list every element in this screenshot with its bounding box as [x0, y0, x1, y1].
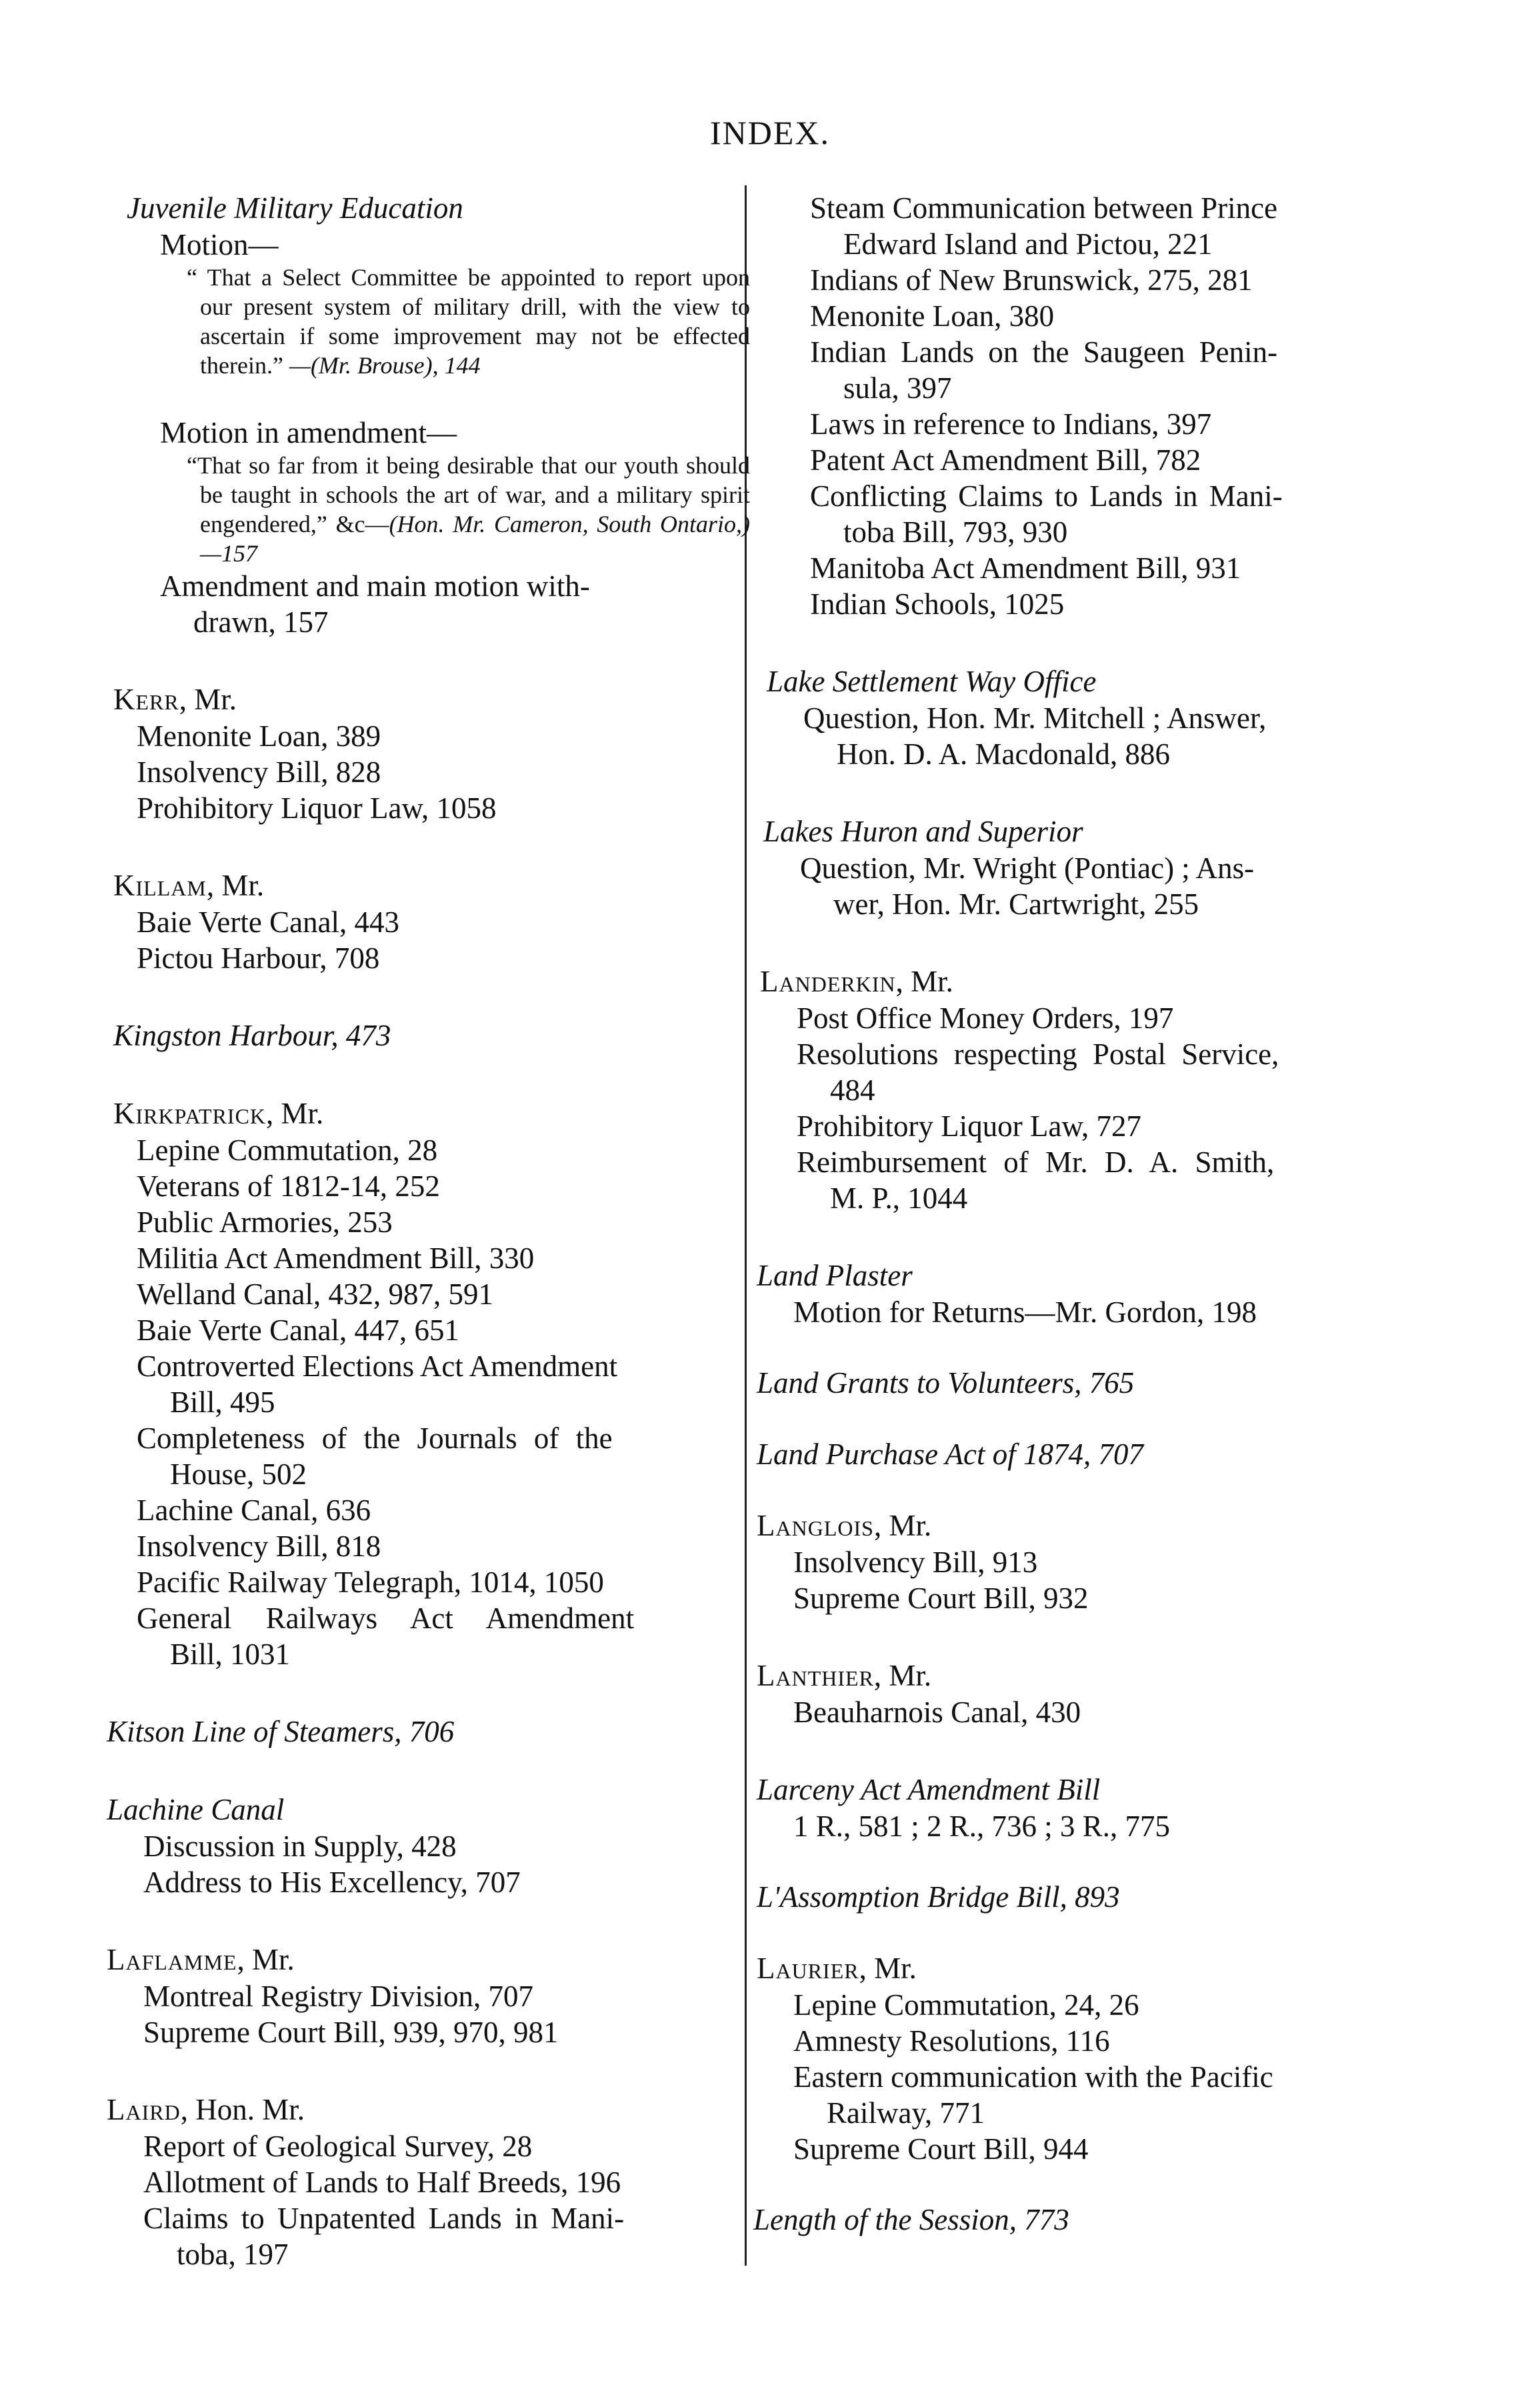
index-line: Eastern communication with the Pacific — [793, 2060, 1273, 2094]
index-line-cont: Railway, 771 — [827, 2096, 985, 2130]
index-line: Indian Schools, 1025 — [810, 587, 1065, 621]
motion-quote-text: “ That a Select Committee be appointed to report upon our present system of military drill, with the view to ascertain if some improvement may not be effected therein.” — [187, 264, 750, 379]
entry-lanthier — [753, 1658, 1400, 1730]
surname: Laurier — [757, 1952, 859, 1985]
index-line: Manitoba Act Amendment Bill, 931 — [810, 551, 1241, 585]
index-line: Question, Mr. Wright (Pontiac) ; Ans- — [800, 851, 1255, 885]
entry-laflamme — [100, 1942, 750, 2050]
entry-kerr — [100, 681, 750, 826]
entry-heading — [100, 1095, 750, 1132]
index-line: Discussion in Supply, 428 — [143, 1830, 457, 1863]
entry-lassomption-bridge: L'Assomption Bridge Bill, 893 — [757, 1880, 1120, 1914]
index-line: Claims to Unpatented Lands in Mani- — [143, 2202, 625, 2235]
index-line: Controverted Elections Act Amendment — [137, 1350, 618, 1383]
index-line: Completeness of the Journals of the — [137, 1422, 613, 1455]
index-line: Supreme Court Bill, 944 — [793, 2132, 1089, 2166]
left-column — [100, 190, 750, 2272]
title: , Mr. — [266, 1097, 324, 1130]
entry-land-purchase: Land Purchase Act of 1874, 707 — [757, 1438, 1143, 1471]
entry-landerkin — [753, 963, 1400, 1216]
entry-laird-continued — [753, 190, 1400, 622]
surname: Lanthier — [757, 1659, 874, 1692]
entry-heading — [100, 867, 750, 904]
index-line: 1 R., 581 ; 2 R., 736 ; 3 R., 775 — [793, 1810, 1171, 1843]
title: , Mr. — [873, 1659, 932, 1692]
index-line-cont: Bill, 1031 — [170, 1638, 291, 1671]
entry-heading: Lakes Huron and Superior — [763, 815, 1083, 848]
entry-killam — [100, 867, 750, 976]
title: , Mr. — [873, 1509, 932, 1542]
title: , Hon. Mr. — [180, 2093, 305, 2126]
entry-langlois — [753, 1508, 1400, 1616]
motion-label: Motion— — [160, 228, 279, 261]
index-line: Indians of New Brunswick, 275, 281 — [810, 263, 1253, 297]
amendment-label: Motion in amendment— — [160, 416, 457, 449]
index-line: Report of Geological Survey, 28 — [143, 2130, 533, 2163]
index-line: Lachine Canal, 636 — [137, 1494, 371, 1527]
surname: Landerkin — [760, 965, 896, 998]
amendment-quote-text: “That so far from it being desirable that our youth should be taught in schools the art of war, and a military spirit engendered,” &c— — [187, 452, 750, 537]
index-line: Pacific Railway Telegraph, 1014, 1050 — [137, 1566, 604, 1599]
index-line: Lepine Commutation, 28 — [137, 1133, 438, 1167]
entry-heading: Juvenile Military Education — [127, 191, 463, 225]
index-line-cont: toba Bill, 793, 930 — [843, 515, 1068, 549]
entry-heading — [100, 681, 750, 718]
index-line-cont: Hon. D. A. Macdonald, 886 — [837, 737, 1170, 771]
title: , Mr. — [206, 869, 265, 902]
entry-length-of-session: Length of the Session, 773 — [753, 2203, 1069, 2236]
index-line: Laws in reference to Indians, 397 — [810, 407, 1212, 441]
index-line: Montreal Registry Division, 707 — [143, 1980, 533, 2013]
amendment-quote — [100, 451, 750, 568]
entry-heading — [753, 1508, 1400, 1544]
surname: Kirkpatrick — [113, 1097, 267, 1130]
index-line: Baie Verte Canal, 443 — [137, 905, 400, 939]
surname: Kerr — [113, 683, 179, 716]
index-line: Motion for Returns—Mr. Gordon, 198 — [793, 1296, 1257, 1329]
index-line: Indian Lands on the Saugeen Penin- — [810, 335, 1278, 369]
entry-land-grants: Land Grants to Volunteers, 765 — [757, 1366, 1135, 1400]
index-line-cont: Edward Island and Pictou, 221 — [843, 227, 1213, 261]
index-line-cont: House, 502 — [170, 1458, 307, 1491]
entry-heading — [753, 963, 1400, 1000]
surname: Laird — [107, 2093, 181, 2126]
title: , Mr. — [895, 965, 953, 998]
index-line-cont: toba, 197 — [177, 2238, 289, 2271]
entry-heading: Lachine Canal — [107, 1793, 285, 1826]
entry-laird — [100, 2092, 750, 2272]
motion-quote — [100, 263, 750, 380]
index-line: Supreme Court Bill, 939, 970, 981 — [143, 2016, 559, 2049]
withdrawn-line-2: drawn, 157 — [193, 605, 329, 639]
index-line: Question, Hon. Mr. Mitchell ; Answer, — [803, 701, 1267, 735]
index-line: Supreme Court Bill, 932 — [793, 1582, 1089, 1615]
index-line-cont: M. P., 1044 — [830, 1181, 968, 1215]
entry-heading — [753, 1950, 1400, 1987]
index-line: Lepine Commutation, 24, 26 — [793, 1988, 1139, 2022]
amendment-attribution: (Hon. Mr. Cameron, South Ontario,)—157 — [200, 511, 750, 567]
index-line: Insolvency Bill, 818 — [137, 1530, 381, 1563]
index-line-cont: sula, 397 — [843, 371, 952, 405]
page-title: INDEX. — [709, 114, 831, 151]
title: , Mr. — [859, 1952, 917, 1985]
entry-kirkpatrick — [100, 1095, 750, 1672]
index-line: General Railways Act Amendment — [137, 1602, 635, 1635]
index-line: Menonite Loan, 389 — [137, 719, 381, 753]
index-line: Conflicting Claims to Lands in Mani- — [810, 479, 1283, 513]
index-line: Steam Communication between Prince — [810, 191, 1278, 225]
entry-heading: Lake Settlement Way Office — [767, 665, 1097, 698]
index-line: Prohibitory Liquor Law, 1058 — [137, 791, 497, 825]
entry-laurier — [753, 1950, 1400, 2167]
index-line: Baie Verte Canal, 447, 651 — [137, 1314, 460, 1347]
index-line: Beauharnois Canal, 430 — [793, 1696, 1081, 1729]
entry-kitson-line: Kitson Line of Steamers, 706 — [107, 1715, 455, 1748]
title: , Mr. — [237, 1943, 295, 1976]
surname: Langlois — [757, 1509, 874, 1542]
entry-juvenile-military-education — [100, 190, 750, 640]
entry-heading: Land Plaster — [757, 1259, 913, 1292]
entry-heading: Larceny Act Amendment Bill — [757, 1773, 1101, 1806]
index-line: Pictou Harbour, 708 — [137, 941, 380, 975]
index-line-cont: wer, Hon. Mr. Cartwright, 255 — [833, 887, 1199, 921]
index-line: Menonite Loan, 380 — [810, 299, 1055, 333]
index-line: Public Armories, 253 — [137, 1206, 393, 1239]
index-line: Insolvency Bill, 913 — [793, 1546, 1038, 1579]
right-column — [753, 190, 1400, 2238]
entry-heading — [753, 1658, 1400, 1694]
index-line: Allotment of Lands to Half Breeds, 196 — [143, 2166, 621, 2199]
index-line: Address to His Excellency, 707 — [143, 1866, 521, 1899]
motion-attribution: —(Mr. Brouse), 144 — [283, 352, 481, 379]
index-line-cont: 484 — [830, 1073, 875, 1107]
entry-larceny-act — [753, 1772, 1400, 1844]
title: , Mr. — [179, 683, 237, 716]
entry-lachine-canal — [100, 1792, 750, 1900]
index-line: Prohibitory Liquor Law, 727 — [797, 1109, 1142, 1143]
entry-kingston-harbour: Kingston Harbour, 473 — [113, 1019, 391, 1052]
surname: Laflamme — [107, 1943, 237, 1976]
index-line: Patent Act Amendment Bill, 782 — [810, 443, 1201, 477]
index-line: Insolvency Bill, 828 — [137, 755, 381, 789]
entry-land-plaster — [753, 1258, 1400, 1330]
entry-lake-settlement — [753, 663, 1400, 772]
index-line: Reimbursement of Mr. D. A. Smith, — [797, 1145, 1275, 1179]
index-line: Welland Canal, 432, 987, 591 — [137, 1278, 494, 1311]
entry-lakes-huron-superior — [753, 813, 1400, 922]
entry-heading — [100, 2092, 750, 2128]
index-line: Veterans of 1812-14, 252 — [137, 1169, 440, 1203]
index-line: Resolutions respecting Postal Service, — [797, 1037, 1279, 1071]
index-line-cont: Bill, 495 — [170, 1386, 275, 1419]
entry-heading — [100, 1942, 750, 1978]
index-line: Militia Act Amendment Bill, 330 — [137, 1242, 535, 1275]
index-line: Post Office Money Orders, 197 — [797, 1001, 1174, 1035]
index-line: Amnesty Resolutions, 116 — [793, 2024, 1110, 2058]
withdrawn-line-1: Amendment and main motion with- — [160, 569, 590, 603]
surname: Killam — [113, 869, 207, 902]
